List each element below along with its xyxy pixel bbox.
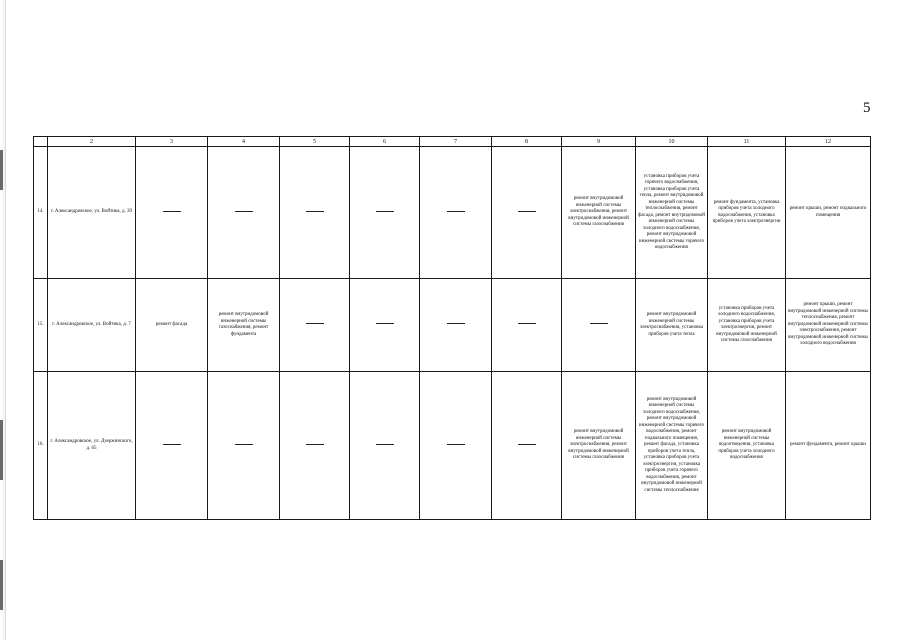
work-cell: установка приборов учета горячего водоснабжения, установка приборов учета тепла, ремонт внутридомовой инженерной системы теплоснабжения, ремонт фасада, ремонт внутридомовой инженерной системы холодного водоснабжения, ремонт внутридомовой инженерной системы горячего водоснабжения — [636, 147, 708, 279]
repair-schedule-table — [33, 136, 871, 520]
empty-cell — [350, 372, 420, 520]
empty-cell — [280, 147, 350, 279]
address-cell: г. Александровское, ул. Дзержинского, д. 65 — [48, 372, 136, 520]
header-cell: 7 — [420, 137, 492, 147]
empty-cell — [136, 147, 208, 279]
empty-cell — [280, 372, 350, 520]
row-number: 16. — [34, 372, 48, 520]
row-number: 14. — [34, 147, 48, 279]
header-cell: 6 — [350, 137, 420, 147]
work-cell: ремонт крыши, ремонт подвального помещения — [786, 147, 871, 279]
header-cell: 5 — [280, 137, 350, 147]
dash-mark — [306, 444, 324, 445]
header-cell — [34, 137, 48, 147]
header-cell: 4 — [208, 137, 280, 147]
dash-mark — [518, 444, 536, 445]
empty-cell — [280, 279, 350, 372]
header-cell: 8 — [492, 137, 562, 147]
work-cell: ремонт внутридомовой инженерной системы газоснабжения, ремонт фундамента — [208, 279, 280, 372]
work-cell: ремонт внутридомовой инженерной системы электроснабжения, ремонт внутридомовой инженерной системы газоснабжения — [562, 147, 636, 279]
table-row — [34, 147, 871, 279]
work-cell: установка приборов учета холодного водоснабжения, установка приборов учета электроэнергии, ремонт внутридомовой инженерной системы газоснабжения — [708, 279, 786, 372]
dash-mark — [447, 323, 465, 324]
work-cell: ремонт фундамента, установка приборов учета холодного водоснабжения, установка приборов учета электроэнергии — [708, 147, 786, 279]
empty-cell — [350, 147, 420, 279]
dash-mark — [447, 211, 465, 212]
empty-cell — [492, 147, 562, 279]
header-cell: 9 — [562, 137, 636, 147]
work-cell: ремонт фундамента, ремонт крыши — [786, 372, 871, 520]
header-cell: 10 — [636, 137, 708, 147]
page-left-edge — [0, 0, 6, 640]
empty-cell — [420, 372, 492, 520]
work-cell: ремонт фасада — [136, 279, 208, 372]
binding-mark — [0, 560, 3, 610]
header-cell: 12 — [786, 137, 871, 147]
dash-mark — [235, 444, 253, 445]
binding-mark — [0, 150, 3, 190]
dash-mark — [235, 211, 253, 212]
dash-mark — [376, 444, 394, 445]
page-number: 5 — [863, 100, 871, 116]
row-number: 15. — [34, 279, 48, 372]
empty-cell — [492, 279, 562, 372]
dash-mark — [163, 211, 181, 212]
table-header-row — [34, 137, 871, 147]
work-cell: ремонт внутридомовой инженерной системы электроснабжения, установка приборов учета тепла — [636, 279, 708, 372]
dash-mark — [163, 444, 181, 445]
header-cell: 3 — [136, 137, 208, 147]
address-cell: г. Александровское, ул. Войтика, д. 39 — [48, 147, 136, 279]
work-cell: ремонт крыши, ремонт внутридомовой инженерной системы теплоснабжения, ремонт внутридомовой инженерной системы электроснабжения, ремонт внутридомовой инженерной системы холодного водоснабжения — [786, 279, 871, 372]
dash-mark — [590, 323, 608, 324]
empty-cell — [492, 372, 562, 520]
work-cell: ремонт внутридомовой инженерной системы холодного водоснабжения, ремонт внутридомовой инженерной системы горячего водоснабжения, ремонт подвального помещения, ремонт фасада, установка приборов учета тепла, установка приборов учета электроэнергии, установка приборов учета горячего водоснабжения, ремонт внутридомовой инженерной системы теплоснабжения — [636, 372, 708, 520]
header-cell: 2 — [48, 137, 136, 147]
table-row — [34, 279, 871, 372]
address-cell: г. Александровское, ул. Войтика, д. 7 — [48, 279, 136, 372]
empty-cell — [350, 279, 420, 372]
dash-mark — [306, 323, 324, 324]
dash-mark — [376, 323, 394, 324]
header-cell: 11 — [708, 137, 786, 147]
empty-cell — [420, 279, 492, 372]
work-cell: ремонт внутридомовой инженерной системы электроснабжения, ремонт внутридомовой инженерной системы газоснабжения — [562, 372, 636, 520]
dash-mark — [306, 211, 324, 212]
empty-cell — [420, 147, 492, 279]
empty-cell — [136, 372, 208, 520]
empty-cell — [562, 279, 636, 372]
work-cell: ремонт внутридомовой инженерной системы водоотведения, установка приборов учета холодного водоснабжения — [708, 372, 786, 520]
dash-mark — [518, 211, 536, 212]
table-row — [34, 372, 871, 520]
dash-mark — [447, 444, 465, 445]
dash-mark — [376, 211, 394, 212]
binding-mark — [0, 420, 3, 480]
dash-mark — [518, 323, 536, 324]
empty-cell — [208, 372, 280, 520]
empty-cell — [208, 147, 280, 279]
